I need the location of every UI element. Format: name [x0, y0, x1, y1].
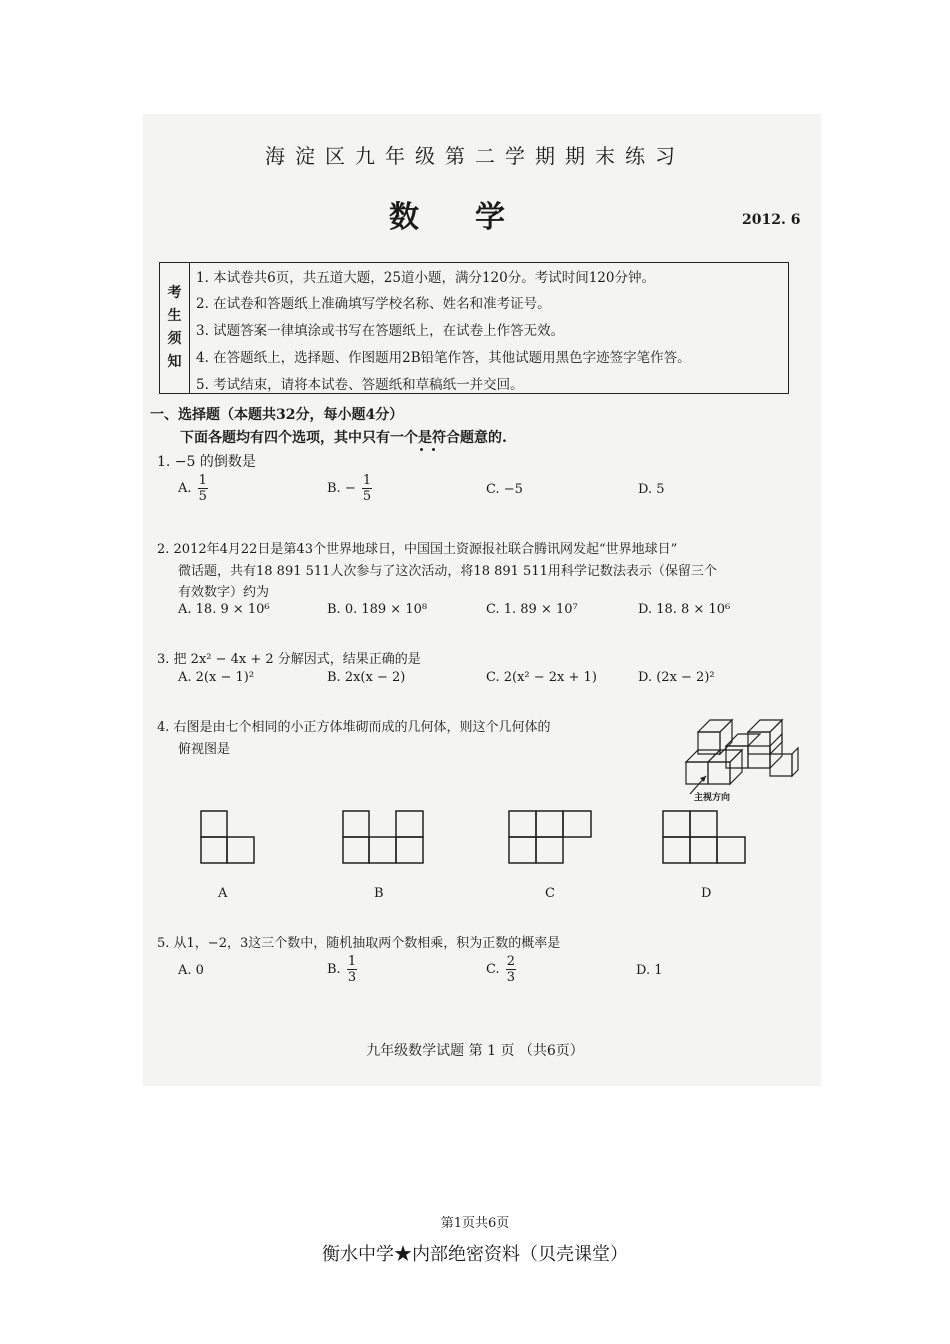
- question-5-option-b: B. $\frac{1}{3}$: [327, 954, 357, 985]
- question-4-line: 4. 右图是由七个相同的小正方体堆砌而成的几何体，则这个几何体的: [157, 720, 551, 735]
- question-2-option-b: B. 0. 189 × 10⁸: [327, 602, 428, 617]
- candidate-notice-box: [159, 262, 789, 394]
- notice-item: 3. 试题答案一律填涂或书写在答题纸上，在试卷上作答无效。: [196, 323, 565, 339]
- notice-item: 5. 考试结束，请将本试卷、答题纸和草稿纸一并交回。: [196, 377, 524, 393]
- notice-label-char: 考: [167, 285, 182, 301]
- notice-item: 2. 在试卷和答题纸上准确填写学校名称、姓名和准考证号。: [196, 296, 551, 312]
- question-5-option-d: D. 1: [636, 963, 663, 978]
- section-heading: 一、选择题（本题共32分，每小题4分）: [150, 407, 404, 423]
- question-3-option-d: D. (2x − 2)²: [638, 670, 715, 685]
- page-count: 第1页共6页: [440, 1216, 510, 1231]
- notice-item: 4. 在答题纸上，选择题、作图题用2B铅笔作答，其他试题用黑色字迹签字笔作答。: [196, 350, 691, 366]
- question-2-option-c: C. 1. 89 × 10⁷: [486, 602, 578, 617]
- question-1-stem: 1. −5 的倒数是: [157, 454, 256, 470]
- question-2-option-d: D. 18. 8 × 10⁶: [638, 602, 731, 617]
- question-3-option-b: B. 2x(x − 2): [327, 670, 406, 685]
- option-d-top-view: [662, 810, 746, 864]
- watermark-text: 衡水中学★内部绝密资料（贝壳课堂）: [322, 1244, 628, 1265]
- question-1-option-c: C. −5: [486, 482, 523, 497]
- question-1-option-d: D. 5: [638, 482, 665, 497]
- notice-label: [160, 263, 190, 393]
- question-3-stem: 3. 把 2x² − 4x + 2 分解因式，结果正确的是: [157, 652, 421, 667]
- option-b-top-view: [342, 810, 424, 864]
- scan-footer: 九年级数学试题 第 1 页 （共6页）: [366, 1043, 584, 1059]
- section-instruction: 下面各题均有四个选项，其中只有一个是符合题意的.: [180, 430, 507, 446]
- option-b-label: B: [374, 886, 384, 901]
- emphasis-dot: [420, 448, 423, 451]
- option-c-label: C: [545, 886, 555, 901]
- question-2-option-a: A. 18. 9 × 10⁶: [178, 602, 270, 617]
- exam-date: 2012. 6: [742, 212, 801, 228]
- option-a-top-view: [200, 810, 256, 864]
- question-1-option-a: A. $\frac{1}{5}$: [178, 473, 207, 504]
- notice-item: 1. 本试卷共6页，共五道大题，25道小题，满分120分。考试时间120分钟。: [196, 270, 655, 286]
- option-d-label: D: [701, 886, 712, 901]
- notice-label-char: 须: [167, 331, 182, 347]
- question-5-stem: 5. 从1，−2，3这三个数中，随机抽取两个数相乘，积为正数的概率是: [157, 936, 561, 951]
- question-2-line: 有效数字）约为: [178, 585, 270, 600]
- question-5-option-c: C. $\frac{2}{3}$: [486, 954, 516, 985]
- emphasis-dot: [432, 448, 435, 451]
- notice-label-char: 知: [167, 354, 182, 370]
- question-4-line: 俯视图是: [178, 742, 231, 757]
- question-1-option-b: B. − $\frac{1}{5}$: [327, 473, 372, 504]
- option-c-top-view: [508, 810, 592, 864]
- option-a-label: A: [218, 886, 228, 901]
- view-direction-caption: 主视方向: [694, 793, 731, 803]
- exam-title: 海淀区九年级第二学期期末练习: [265, 144, 685, 168]
- notice-label-char: 生: [167, 308, 182, 324]
- question-5-option-a: A. 0: [178, 963, 204, 978]
- question-2-line: 2. 2012年4月22日是第43个世界地球日，中国国土资源报社联合腾讯网发起“世界地球日”: [157, 542, 678, 557]
- subject-title: 数学: [389, 200, 561, 235]
- question-2-line: 微话题，共有18 891 511人次参与了这次活动，将18 891 511用科学记数法表示（保留三个: [178, 564, 717, 579]
- question-3-option-c: C. 2(x² − 2x + 1): [486, 670, 597, 685]
- question-3-option-a: A. 2(x − 1)²: [178, 670, 255, 685]
